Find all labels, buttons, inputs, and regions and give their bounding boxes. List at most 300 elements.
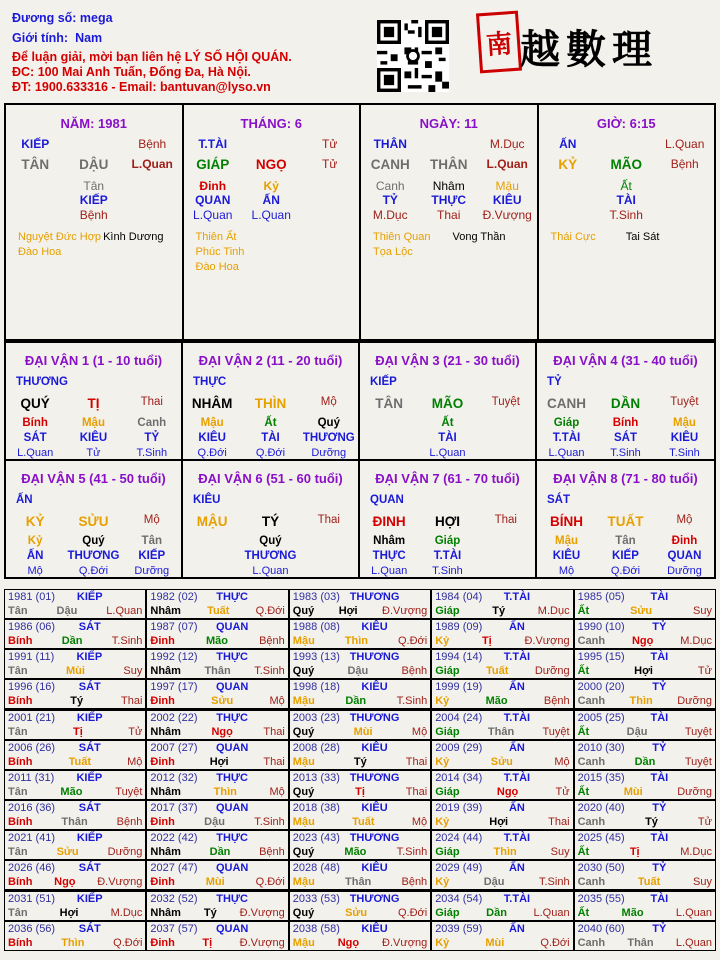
year-cell[interactable] [290,650,430,678]
year-stage: T.Sinh [539,876,570,889]
year-cell[interactable] [432,892,572,920]
year-ten-god: THƯƠNG [349,832,400,845]
year-stage: Đ.Vượng [239,906,285,919]
year-stage: Tuyệt [684,755,712,768]
year-label: 2022 (42) [150,832,198,845]
year-cell[interactable] [5,650,145,678]
year-branch: Thân [61,816,88,829]
year-ten-god: KIẾP [76,651,103,664]
luck-branch: SỬU [78,514,109,529]
year-stage: Q.Đới [255,605,285,617]
year-stem: Nhâm [150,725,181,738]
year-stage: L.Quan [675,906,712,919]
year-ten-god: SÁT [78,741,101,754]
luck-pillar-title: ĐẠI VẬN 5 (41 - 50 tuổi) [21,471,166,486]
year-stage: T.Sinh [396,695,428,708]
luck-branch: HỢI [434,514,460,529]
year-label: 2034 (54) [435,892,483,905]
year-label: 2018 (38) [292,802,340,815]
year-stage: Thai [405,785,428,798]
year-cell[interactable] [5,892,145,920]
year-cell[interactable] [432,861,572,889]
year-cell[interactable] [432,741,572,769]
year-stem: Canh [577,816,606,829]
year-stage: T.Sinh [254,816,285,829]
year-stem: Canh [577,695,606,708]
luck-branch: DẦN [610,396,641,411]
luck-branch: TUẤT [607,514,644,529]
year-cell[interactable] [147,861,287,889]
year-cell[interactable] [5,590,145,618]
year-ten-god: KIẾP [76,591,103,603]
year-stage: Mộ [411,725,428,738]
year-stem: Ất [577,665,590,678]
year-ten-god: T.TÀI [503,711,531,724]
year-cell[interactable] [147,590,287,618]
year-branch: Sửu [345,906,368,919]
year-ten-god: T.TÀI [503,771,531,784]
year-branch: Tị [202,936,213,949]
year-stage: Tử [697,665,712,678]
year-stage: Thai [548,816,570,829]
year-stem: Tân [8,725,28,738]
year-stage: M.Dục [537,605,570,617]
year-label: 2030 (50) [577,862,625,875]
year-branch: Tý [70,695,84,708]
year-cell[interactable] [575,741,715,769]
year-label: 1992 (12) [150,651,198,664]
year-label: 1990 (10) [577,621,625,634]
year-branch: Hợi [59,906,79,919]
year-cell[interactable] [5,922,145,950]
year-stage: Thai [263,725,285,738]
year-ten-god: THỰC [216,711,248,724]
year-cell[interactable] [432,711,572,739]
year-label: 1986 (06) [8,621,56,634]
year-cell[interactable] [5,801,145,829]
year-cell[interactable] [575,801,715,829]
year-stem: Giáp [435,785,460,798]
year-label: 2029 (49) [435,862,483,875]
year-branch: Hợi [209,755,229,768]
pillar-day: NGÀY: 11 THÂN M.Dục CANH THÂN L.Quan Canh Nhâm Mậu TỶ THỰC KIÊU M.Dục Thai Đ.Vượng Thiên Quan Vong Thần Tọa Lộc [361,105,539,339]
year-stem: Giáp [435,665,460,678]
year-label: 2033 (53) [292,892,340,905]
year-label: 2005 (25) [577,711,625,724]
year-label: 2001 (21) [8,711,56,724]
year-cell[interactable] [5,620,145,648]
luck-stage: Thai [140,396,163,408]
year-ten-god: THƯƠNG [349,711,400,724]
year-ten-god: TỶ [652,922,667,935]
year-stem: Giáp [435,725,460,738]
year-ten-god: SÁT [78,621,101,634]
year-stem: Nhâm [150,846,181,859]
year-label: 1988 (08) [292,621,340,634]
year-stem: Kỷ [435,816,450,829]
year-cell[interactable] [5,861,145,889]
year-stem: Nhâm [150,906,181,919]
year-stage: T.Sinh [254,665,285,678]
year-stage: M.Dục [680,635,712,648]
luck-stage: Mộ [143,514,160,526]
year-stem: Mậu [292,876,315,889]
year-cell[interactable] [147,831,287,859]
brand-logo-text: 越數理 [520,26,658,73]
year-cell[interactable] [575,922,715,950]
year-branch: Ngọ [54,876,76,889]
year-cell[interactable] [290,861,430,889]
luck-pillar-5: ĐẠI VẬN 5 (41 - 50 tuổi) ẤN KỶ SỬU Mộ Kỷ Quý Tân ẤN THƯƠNG KIẾP Mộ Q.Đới Dưỡng [6,459,183,577]
year-cell[interactable] [290,771,430,799]
year-ten-god: TÀI [650,711,669,724]
year-branch: Thìn [629,695,653,708]
year-stem: Nhâm [150,785,181,798]
luck-stem: CANH [546,396,586,411]
year-cell[interactable] [5,711,145,739]
year-branch: Mùi [353,725,373,738]
phone-email-line[interactable]: ĐT: 1900.633316 - Email: bantuvan@lyso.vn [12,80,271,94]
year-stage: Mộ [411,816,428,829]
year-branch: Tý [203,906,217,919]
year-stem: Tân [8,846,28,859]
year-stage: Đ.Vượng [382,605,428,617]
year-ten-god: QUAN [215,681,249,694]
year-ten-god: KIẾP [76,771,103,784]
luck-ten-god: ẤN [16,494,33,506]
year-cell[interactable] [147,801,287,829]
luck-stem: MẬU [196,514,228,529]
year-ten-god: KIẾP [76,892,103,905]
year-ten-god: SÁT [78,862,101,875]
year-cell[interactable] [290,590,430,618]
year-stage: Q.Đới [397,906,428,919]
year-label: 2036 (56) [8,922,56,935]
luck-stem: BÍNH [549,514,583,529]
year-label: 2019 (39) [435,802,483,815]
year-label: 2017 (37) [150,802,198,815]
year-branch: Dần [634,755,656,768]
year-ten-god: TÀI [650,892,669,905]
year-ten-god: ẤN [508,741,525,754]
year-branch: Mão [621,906,644,919]
year-cell[interactable] [147,620,287,648]
luck-pillar-title: ĐẠI VẬN 7 (61 - 70 tuổi) [375,471,520,486]
year-cell[interactable] [147,741,287,769]
year-cell[interactable] [575,892,715,920]
year-cell[interactable] [147,650,287,678]
year-branch: Mão [485,695,508,708]
year-cell[interactable] [290,831,430,859]
year-stem: Đinh [150,936,175,949]
year-cell[interactable] [147,711,287,739]
year-stem: Tân [8,605,28,617]
year-branch: Dần [209,846,231,859]
year-stem: Canh [577,635,606,648]
year-label: 1993 (13) [292,651,340,664]
year-stem: Bính [8,876,33,889]
year-branch: Sửu [56,846,79,859]
luck-branch: TÝ [261,514,280,529]
year-label: 2014 (34) [435,771,483,784]
luck-stem: QUÝ [20,396,50,411]
year-label: 2028 (48) [292,862,340,875]
year-label: 2002 (22) [150,711,198,724]
year-label: 1982 (02) [150,591,198,603]
year-branch: Hợi [634,665,653,678]
pillar-month: THÁNG: 6 T.TÀI Tử GIÁP NGỌ Tử Đinh Kỷ QUAN ẤN L.Quan L.Quan Thiên Ất Phúc Tinh Đào Hoa [184,105,362,339]
contact-line: Để luận giải, mời bạn liên hệ LÝ SỐ HỘI QUÁN. [12,50,292,64]
luck-pillar-title: ĐẠI VẬN 2 (11 - 20 tuổi) [198,353,343,368]
year-ten-god: SÁT [78,681,101,694]
year-label: 2040 (60) [577,922,625,935]
year-cell[interactable] [290,680,430,708]
year-label: 2037 (57) [150,922,198,935]
year-stem: Đinh [150,755,175,768]
year-stem: Ất [577,725,590,738]
year-ten-god: TÀI [650,591,669,603]
year-branch: Dậu [56,605,78,617]
year-branch: Tuất [207,605,230,617]
year-stem: Tân [8,665,28,678]
year-branch: Thìn [213,785,237,798]
year-ten-god: SÁT [78,802,101,815]
year-ten-god: TỶ [652,681,667,694]
year-cell[interactable] [5,771,145,799]
qr-code-icon[interactable] [377,20,449,92]
year-stem: Quý [292,725,315,738]
year-branch: Tị [629,846,640,859]
year-cell[interactable] [575,861,715,889]
year-cell[interactable] [290,892,430,920]
year-branch: Tý [353,755,367,768]
luck-pillar-8: ĐẠI VẬN 8 (71 - 80 tuổi) SÁT BÍNH TUẤT Mộ Mậu Tân Đinh KIÊU KIẾP QUAN Mộ Q.Đới Dưỡng [537,459,714,577]
year-stage: Suy [550,846,570,859]
year-cell[interactable] [575,590,715,618]
year-stage: Mộ [127,755,143,768]
luck-pillar-title: ĐẠI VẬN 4 (31 - 40 tuổi) [553,353,698,368]
year-stage: Đ.Vượng [97,876,143,889]
year-branch: Tị [73,725,83,738]
year-cell[interactable] [290,801,430,829]
year-cell[interactable] [147,771,287,799]
year-cell[interactable] [290,711,430,739]
year-stage: M.Dục [680,846,712,859]
year-stem: Giáp [435,906,460,919]
year-branch: Ngọ [211,725,233,738]
year-branch: Ngọ [496,785,519,798]
year-ten-god: T.TÀI [503,651,531,664]
year-label: 2006 (26) [8,741,56,754]
year-ten-god: QUAN [215,802,249,815]
year-cell[interactable] [432,650,572,678]
year-stem: Đinh [150,635,175,648]
luck-stem: ĐINH [372,514,406,529]
luck-pillar-title: ĐẠI VẬN 8 (71 - 80 tuổi) [553,471,698,486]
year-stage: Tử [128,725,143,738]
luck-pillar-title: ĐẠI VẬN 6 (51 - 60 tuổi) [198,471,343,486]
pillar-hour: GIỜ: 6:15 ẤN L.Quan KỶ MÃO Bệnh Ất TÀI T.Sinh Thái Cực Tai Sát [550,116,705,243]
year-branch: Mão [60,785,83,798]
year-cell[interactable] [147,680,287,708]
luck-pillar-4: ĐẠI VẬN 4 (31 - 40 tuổi) TỶ CANH DẦN Tuyệt Giáp Bính Mậu T.TÀI SÁT KIÊU L.Quan T.Sinh T.Sinh [537,341,714,459]
year-stage: Q.Đới [113,936,143,949]
year-ten-god: KIÊU [361,802,388,815]
year-label: 1998 (18) [292,681,340,694]
year-cell[interactable] [5,741,145,769]
year-stage: T.Sinh [111,635,143,648]
year-stage: Đ.Vượng [382,936,428,949]
year-cell[interactable] [432,680,572,708]
year-label: 2025 (45) [577,832,625,845]
year-branch: Dần [345,695,367,708]
year-stage: Dưỡng [677,695,712,708]
year-stage: Dưỡng [107,846,143,859]
year-stem: Quý [292,665,315,678]
year-label: 2011 (31) [8,771,55,784]
year-label: 1997 (17) [150,681,198,694]
luck-ten-god: QUAN [370,494,404,506]
year-stem: Mậu [292,936,315,949]
year-label: 2038 (58) [292,922,340,935]
year-cell[interactable] [5,680,145,708]
year-stem: Giáp [435,605,460,617]
year-ten-god: TỶ [652,741,667,754]
year-stem: Kỷ [435,755,450,768]
year-ten-god: KIÊU [361,741,388,754]
year-label: 1994 (14) [435,651,483,664]
year-cell[interactable] [147,892,287,920]
luck-stem: TÂN [375,396,404,411]
year-branch: Tý [492,605,506,617]
chart-owner: Đương số: mega [12,11,113,25]
year-stem: Bính [8,695,33,708]
year-label: 1996 (16) [8,681,56,694]
year-stem: Quý [292,846,315,859]
year-cell[interactable] [290,922,430,950]
year-branch: Hợi [489,816,509,829]
year-stem: Ất [577,846,590,859]
year-label: 2027 (47) [150,862,198,875]
year-ten-god: ẤN [508,802,525,815]
year-label: 2016 (36) [8,802,56,815]
year-cell[interactable] [290,741,430,769]
year-label: 2023 (43) [292,832,340,845]
year-branch: Dần [486,906,507,919]
year-stem: Bính [8,635,33,648]
year-label: 1981 (01) [8,591,56,603]
year-stem: Mậu [292,635,315,648]
year-stage: L.Quan [106,605,143,617]
year-ten-god: KIẾP [76,711,103,724]
year-cell[interactable] [575,650,715,678]
year-ten-god: ẤN [508,621,525,634]
year-label: 2026 (46) [8,862,56,875]
year-stem: Nhâm [150,605,181,617]
year-label: 1999 (19) [435,681,483,694]
luck-pillar-7: ĐẠI VẬN 7 (61 - 70 tuổi) QUAN ĐINH HỢI Thai Nhâm Giáp THỰC T.TÀI L.Quan T.Sinh [360,459,537,577]
pillar-year: NĂM: 1981 KIẾP Bệnh TÂN DẬU L.Quan Tân KIẾP Bệnh Nguyệt Đức Hợp Kình Dương Đào Hoa [6,105,184,339]
year-branch: Tý [645,816,658,829]
year-stage: T.Sinh [396,846,428,859]
year-label: 2003 (23) [292,711,340,724]
year-cell[interactable] [575,620,715,648]
year-cell[interactable] [432,922,572,950]
year-stem: Canh [577,876,606,889]
year-stage: Bệnh [116,816,143,829]
year-cell[interactable] [432,620,572,648]
year-stage: Thai [120,695,143,708]
year-cell[interactable] [290,620,430,648]
year-label: 2024 (44) [435,832,483,845]
year-cell[interactable] [575,771,715,799]
luck-stem: NHÂM [191,396,233,411]
luck-branch: TỊ [87,396,100,411]
year-ten-god: THỰC [216,771,248,784]
year-cell[interactable] [147,922,287,950]
year-label: 2010 (30) [577,741,625,754]
year-cell[interactable] [432,590,572,618]
year-branch: Hợi [338,605,358,617]
year-branch: Dần [61,635,83,648]
year-stem: Ất [577,906,590,919]
year-stem: Mậu [292,695,315,708]
year-label: 1995 (15) [577,651,625,664]
year-cell[interactable] [432,771,572,799]
luck-pillar-2: ĐẠI VẬN 2 (11 - 20 tuổi) THỰC NHÂM THÌN Mộ Mậu Ất Quý KIÊU TÀI THƯƠNG Q.Đới Q.Đới Dưỡng [183,341,360,459]
luck-stage: Tuyệt [491,396,520,408]
year-label: 1985 (05) [577,591,625,603]
year-ten-god: THƯƠNG [349,651,400,664]
year-branch: Dậu [483,876,505,889]
year-cell[interactable] [5,831,145,859]
year-label: 2020 (40) [577,802,625,815]
year-cell[interactable] [432,801,572,829]
year-ten-god: SÁT [78,922,101,935]
year-stem: Quý [292,785,315,798]
year-label: 2032 (52) [150,892,198,905]
year-stage: Mộ [269,695,285,708]
year-stem: Nhâm [150,665,181,678]
year-stem: Tân [8,906,28,919]
year-label: 1984 (04) [435,591,483,603]
year-label: 2009 (29) [435,741,483,754]
year-ten-god: KIÊU [361,621,388,634]
year-stage: Suy [693,876,712,889]
year-cell[interactable] [575,831,715,859]
year-cell[interactable] [575,680,715,708]
year-ten-god: KIÊU [361,922,388,935]
year-ten-god: THƯƠNG [349,591,400,603]
year-cell[interactable] [432,831,572,859]
year-branch: Ngọ [337,936,360,949]
luck-ten-god: KIÊU [193,494,221,506]
year-stage: Bệnh [259,635,285,648]
year-ten-god: KIÊU [361,862,388,875]
year-stage: Bệnh [543,695,570,708]
luck-pillars-panel [4,341,716,579]
address-line: ĐC: 100 Mai Anh Tuấn, Đống Đa, Hà Nội. [12,65,251,79]
year-stem: Đinh [150,816,175,829]
luck-ten-god: SÁT [547,494,570,506]
year-branch: Thân [345,876,372,889]
year-stage: Đ.Vượng [524,635,570,648]
year-cell[interactable] [575,711,715,739]
luck-ten-god: THỰC [193,376,227,388]
year-ten-god: THỰC [216,591,248,603]
seal-logo: 南 [476,11,522,74]
year-stage: Suy [693,605,712,617]
